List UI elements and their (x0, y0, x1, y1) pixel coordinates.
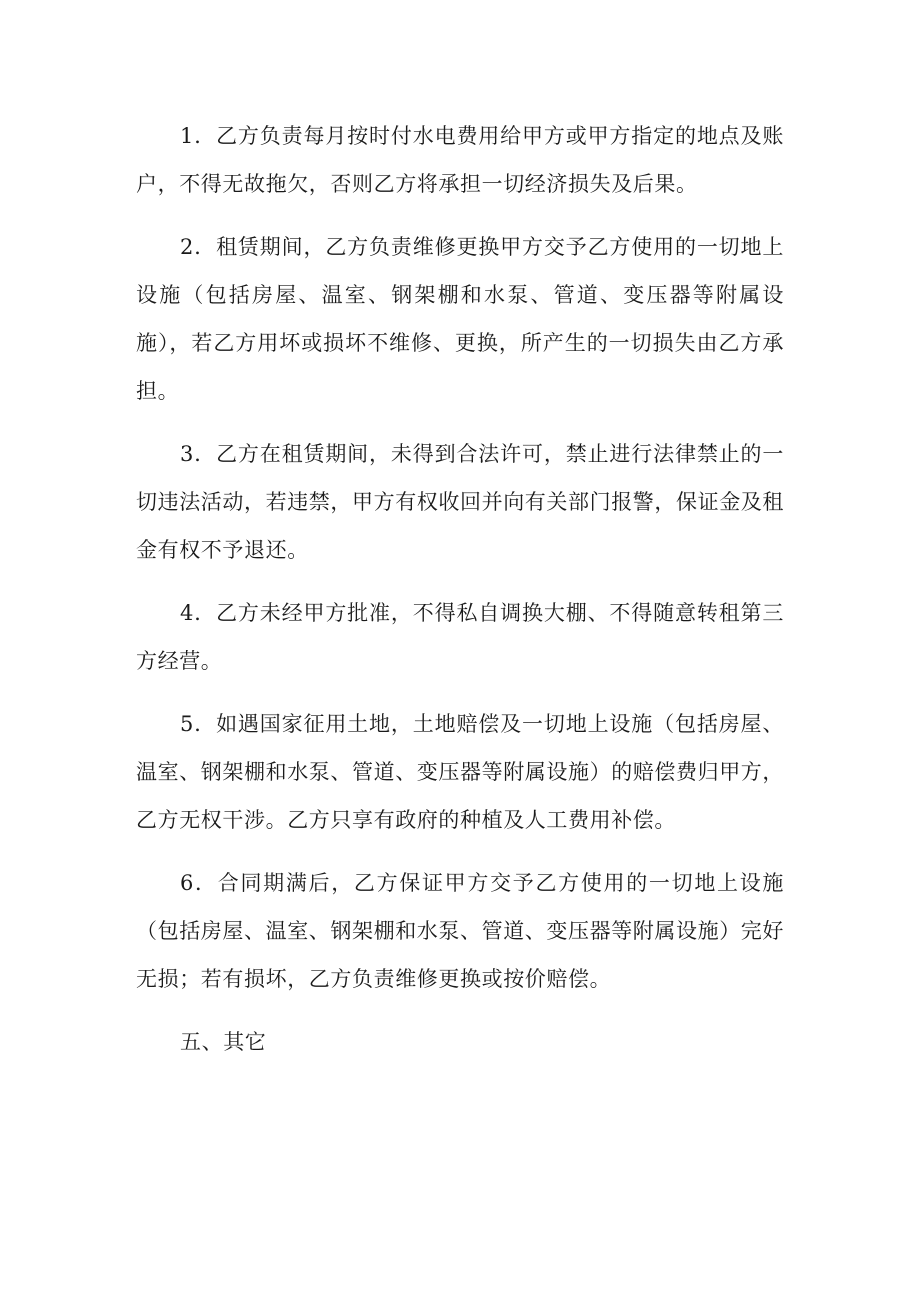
clause-3: 3．乙方在租赁期间，未得到合法许可，禁止进行法律禁止的一切违法活动，若违禁，甲方有权收回并向有关部门报警，保证金及租金有权不予退还。 (136, 442, 784, 562)
clause-5: 5．如遇国家征用土地，土地赔偿及一切地上设施（包括房屋、温室、钢架棚和水泵、管道、变压器等附属设施）的赔偿费归甲方，乙方无权干涉。乙方只享有政府的种植及人工费用补偿。 (136, 712, 784, 832)
clause-2: 2．租赁期间，乙方负责维修更换甲方交予乙方使用的一切地上设施（包括房屋、温室、钢架棚和水泵、管道、变压器等附属设施），若乙方用坏或损坏不维修、更换，所产生的一切损失由乙方承担。 (136, 235, 784, 403)
document-page (136, 112, 784, 1066)
clause-6: 6．合同期满后，乙方保证甲方交予乙方使用的一切地上设施（包括房屋、温室、钢架棚和水泵、管道、变压器等附属设施）完好无损；若有损坏，乙方负责维修更换或按价赔偿。 (136, 871, 784, 991)
clause-1: 1．乙方负责每月按时付水电费用给甲方或甲方指定的地点及账户，不得无故拖欠，否则乙方将承担一切经济损失及后果。 (136, 124, 784, 196)
section-heading: 五、其它 (180, 1030, 267, 1054)
clause-4: 4．乙方未经甲方批准，不得私自调换大棚、不得随意转租第三方经营。 (136, 601, 784, 673)
